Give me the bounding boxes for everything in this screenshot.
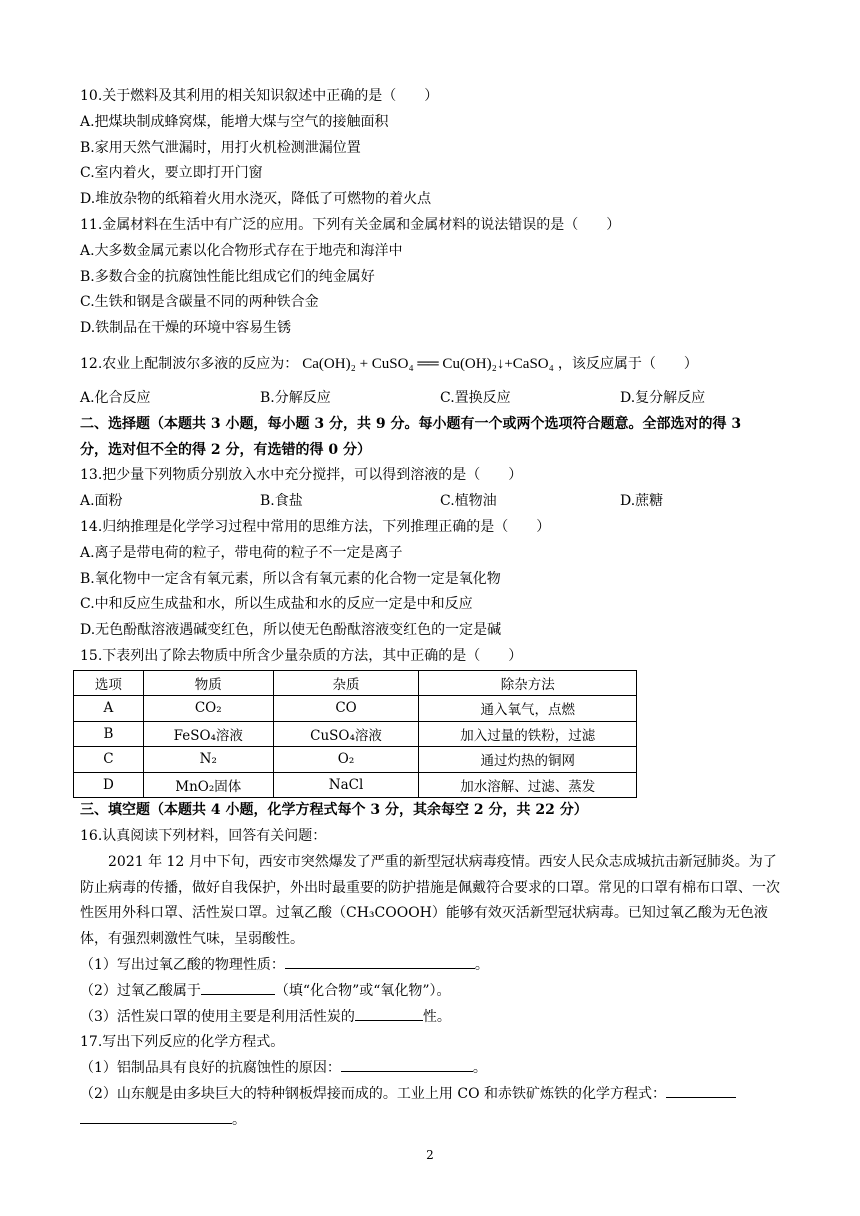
- table-cell: C: [74, 747, 144, 773]
- q13-option-a: A.面粉: [80, 493, 123, 510]
- q17-sub2: [80, 1082, 780, 1108]
- table-row: [74, 747, 637, 773]
- table-cell: D: [74, 772, 144, 798]
- answer-blank[interactable]: [666, 1083, 736, 1098]
- q12-option-a: A.化合反应: [80, 389, 151, 406]
- q14-option-b: B.氧化物中一定含有氧元素，所以含有氧元素的化合物一定是氧化物: [80, 570, 501, 587]
- q16-passage: 2021 年 12 月中下旬，西安市突然爆发了严重的新型冠状病毒疫情。西安人民众志成城抗击新冠肺炎。为了防止病毒的传播，做好自我保护，外出时最重要的防护措施是佩戴符合要求的口罩。常见的口罩有棉布口罩、一次性医用外科口罩、活性炭口罩。过氧乙酸（CH₃COOOH）能够有效灭活新型冠状病毒。已知过氧乙酸为无色液体，有强烈刺激性气味，呈弱酸性。: [80, 853, 780, 948]
- q13-option-c: C.植物油: [440, 493, 497, 510]
- q13-options: [80, 489, 780, 515]
- q14-option-d: D.无色酚酞溶液遇碱变红色，所以使无色酚酞溶液变红色的一定是碱: [80, 622, 502, 639]
- q17-sub1-prefix: （1）铝制品具有良好的抗腐蚀性的原因：: [80, 1060, 341, 1077]
- q13-option-b: B.食盐: [260, 493, 303, 510]
- q17-sub2-suffix: 。: [232, 1111, 246, 1128]
- table-cell: B: [74, 721, 144, 747]
- q14-option-a: A.离子是带电荷的粒子，带电荷的粒子不一定是离子: [80, 544, 403, 561]
- q11-option-a: A.大多数金属元素以化合物形式存在于地壳和海洋中: [80, 242, 403, 259]
- table-row: [74, 721, 637, 747]
- answer-blank[interactable]: [355, 1006, 423, 1021]
- table-cell: 加水溶解、过滤、蒸发: [419, 772, 637, 798]
- table-cell: 通入氧气，点燃: [419, 696, 637, 722]
- table-header-cell: 除杂方法: [419, 670, 637, 696]
- answer-blank[interactable]: [80, 1109, 232, 1124]
- q16-sub1-suffix: 。: [474, 957, 489, 974]
- q12-options: [80, 386, 780, 412]
- table-cell: 通过灼热的铜网: [419, 747, 637, 773]
- q14-option-c: C.中和反应生成盐和水，所以生成盐和水的反应一定是中和反应: [80, 596, 473, 613]
- q11-option-b: B.多数合金的抗腐蚀性能比组成它们的纯金属好: [80, 268, 375, 285]
- q17-sub2-prefix: （2）山东舰是由多块巨大的特种钢板焊接而成的。工业上用 CO 和赤铁矿炼铁的化学方程式：: [80, 1086, 666, 1102]
- q16-sub1: [80, 953, 780, 979]
- q17-sub1-suffix: 。: [472, 1060, 487, 1077]
- q12-stem-suffix: ，该反应属于（ ）: [557, 355, 698, 372]
- q16-stem: 16.认真阅读下列材料，回答有关问题：: [80, 828, 327, 845]
- q11-option-c: C.生铁和钢是含碳量不同的两种铁合金: [80, 294, 319, 311]
- q10-stem: 10.关于燃料及其利用的相关知识叙述中正确的是（ ）: [80, 88, 439, 104]
- q12-option-b: B.分解反应: [260, 389, 331, 406]
- q11-option-d: D.铁制品在干燥的环境中容易生锈: [80, 320, 292, 337]
- table-cell: FeSO₄溶液: [143, 721, 273, 747]
- table-cell: 加入过量的铁粉，过滤: [419, 721, 637, 747]
- q16-sub3: [80, 1005, 780, 1031]
- table-cell: CuSO₄溶液: [273, 721, 419, 747]
- table-cell: CO: [273, 696, 419, 722]
- q15-table: [73, 670, 637, 799]
- q12-equation: Ca(OH)₂ + CuSO₄ ══ Cu(OH)₂↓+CaSO₄: [302, 355, 554, 372]
- q17-stem: 17.写出下列反应的化学方程式。: [80, 1034, 285, 1051]
- q12-stem: [80, 342, 780, 386]
- table-row: [74, 696, 637, 722]
- q17-sub2-continued: [80, 1108, 780, 1134]
- q17-sub1: [80, 1056, 780, 1082]
- q12-stem-prefix: 12.农业上配制波尔多液的反应为：: [80, 355, 299, 372]
- table-header-cell: 杂质: [273, 670, 419, 696]
- table-cell: O₂: [273, 747, 419, 773]
- page-number: 2: [426, 1148, 434, 1162]
- section2-heading-line2: 分，选对但不全的得 2 分，有选错的得 0 分）: [80, 441, 371, 458]
- table-cell: CO₂: [143, 696, 273, 722]
- table-header-cell: 选项: [74, 670, 144, 696]
- table-header-row: [74, 670, 637, 696]
- section2-heading-line1: 二、选择题（本题共 3 小题，每小题 3 分，共 9 分。每小题有一个或两个选项符合题意。全部选对的得 3: [80, 415, 742, 432]
- q10-option-c: C.室内着火，要立即打开门窗: [80, 165, 263, 182]
- answer-blank[interactable]: [285, 954, 475, 969]
- table-header-cell: 物质: [143, 670, 273, 696]
- section3-heading: 三、填空题（本题共 4 小题，化学方程式每个 3 分，其余每空 2 分，共 22 分）: [80, 802, 588, 819]
- table-row: [74, 772, 637, 798]
- table-cell: N₂: [143, 747, 273, 773]
- q16-sub3-prefix: （3）活性炭口罩的使用主要是利用活性炭的: [80, 1008, 355, 1025]
- q11-stem: 11.金属材料在生活中有广泛的应用。下列有关金属和金属材料的说法错误的是（ ）: [80, 216, 621, 233]
- q12-option-d: D.复分解反应: [620, 389, 706, 406]
- q13-stem: 13.把少量下列物质分别放入水中充分搅拌，可以得到溶液的是（ ）: [80, 467, 523, 484]
- q16-sub3-suffix: 性。: [422, 1008, 451, 1025]
- q10-option-a: A.把煤块制成蜂窝煤，能增大煤与空气的接触面积: [80, 113, 389, 130]
- q12-option-c: C.置换反应: [440, 389, 511, 406]
- table-cell: A: [74, 696, 144, 722]
- q16-sub2: [80, 979, 780, 1005]
- table-cell: NaCl: [273, 772, 419, 798]
- q13-option-d: D.蔗糖: [620, 493, 664, 510]
- answer-blank[interactable]: [201, 980, 275, 995]
- q10-option-d: D.堆放杂物的纸箱着火用水浇灭，降低了可燃物的着火点: [80, 191, 432, 208]
- exam-page: [80, 84, 780, 1134]
- q15-stem: 15.下表列出了除去物质中所含少量杂质的方法，其中正确的是（ ）: [80, 647, 523, 664]
- q14-stem: 14.归纳推理是化学学习过程中常用的思维方法，下列推理正确的是（ ）: [80, 518, 551, 535]
- table-cell: MnO₂固体: [143, 772, 273, 798]
- q16-sub2-suffix: （填“化合物”或“氧化物”）。: [274, 982, 451, 999]
- q10-option-b: B.家用天然气泄漏时，用打火机检测泄漏位置: [80, 139, 361, 156]
- q16-sub2-prefix: （2）过氧乙酸属于: [80, 982, 201, 999]
- q16-sub1-prefix: （1）写出过氧乙酸的物理性质：: [80, 957, 285, 974]
- answer-blank[interactable]: [341, 1057, 473, 1072]
